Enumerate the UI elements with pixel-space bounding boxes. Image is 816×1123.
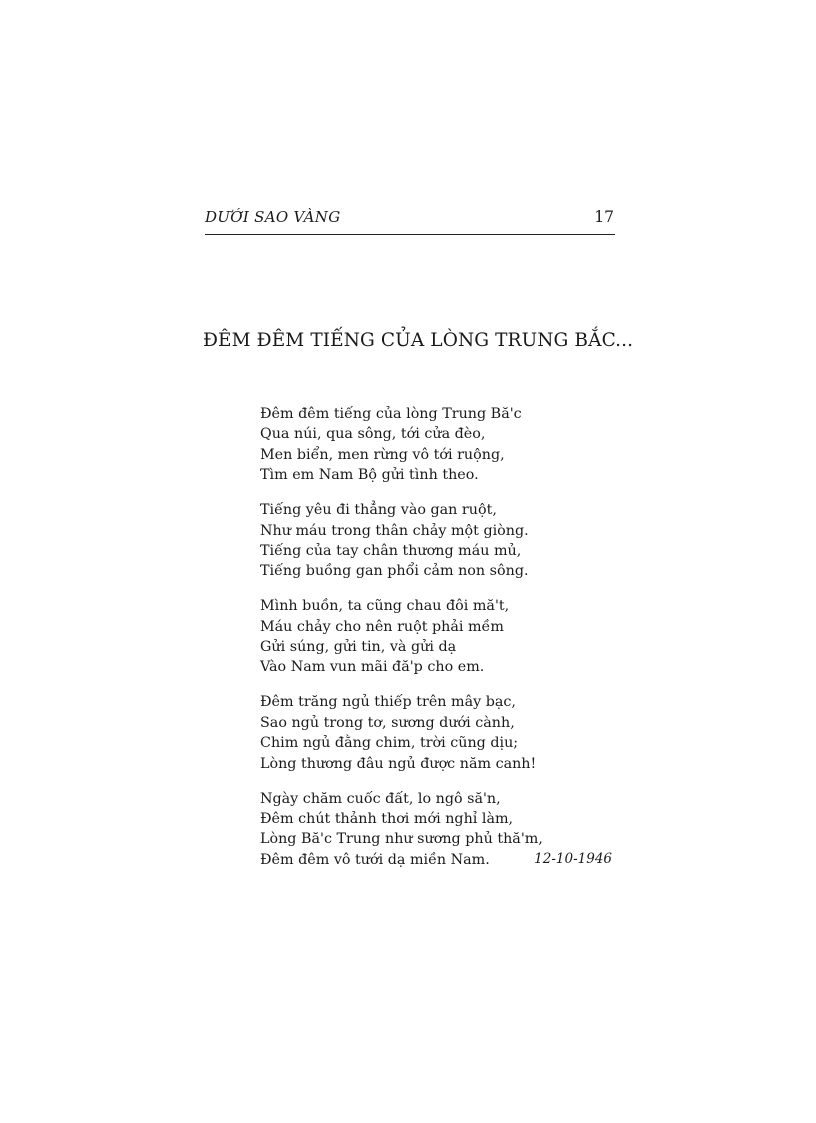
poem-line: Tiếng yêu đi thẳng vào gan ruột, (260, 502, 497, 519)
stanza (260, 404, 620, 486)
poem-line: Lòng thương đâu ngủ được năm canh! (260, 755, 537, 772)
poem-line: Mình buồn, ta cũng chau đôi mă't, (260, 598, 510, 615)
poem-body (260, 404, 620, 885)
running-title: DƯỚI SAO VÀNG (205, 208, 341, 226)
poem-line: Tìm em Nam Bộ gửi tình theo. (260, 467, 479, 484)
poem-line: Vào Nam vun mãi đă'p cho em. (260, 659, 485, 676)
poem-line: Tiếng buồng gan phổi cảm non sông. (260, 563, 529, 580)
poem-line: Sao ngủ trong tơ, sương dưới cành, (260, 714, 515, 731)
stanza (260, 692, 620, 774)
poem-line: Qua núi, qua sông, tới cửa đèo, (260, 426, 486, 443)
poem-title: ĐÊM ĐÊM TIẾNG CỦA LÒNG TRUNG BẮC... (203, 330, 634, 351)
poem-line: Men biển, men rừng vô tới ruộng, (260, 446, 505, 463)
poem-line: Đêm chút thảnh thơi mới nghỉ làm, (260, 810, 514, 827)
poem-line: Máu chảy cho nên ruột phải mềm (260, 618, 504, 635)
poem-date: 12-10-1946 (534, 851, 612, 867)
poem-line: Lòng Bă'c Trung như sương phủ thă'm, (260, 831, 543, 848)
poem-line: Như máu trong thân chảy một giòng. (260, 522, 529, 539)
poem-line: Chim ngủ đằng chim, trời cũng dịu; (260, 735, 519, 752)
page-number: 17 (594, 208, 614, 226)
stanza (260, 596, 620, 678)
poem-line: Ngày chăm cuốc đất, lo ngô să'n, (260, 790, 501, 807)
poem-line: Đêm đêm tiếng của lòng Trung Bă'c (260, 406, 522, 422)
stanza (260, 500, 620, 582)
poem-line: Tiếng của tay chân thương máu mủ, (260, 542, 522, 559)
poem-line: Gửi súng, gửi tin, và gửi dạ (260, 639, 457, 656)
poem-line: Đêm đêm vô tưới dạ miền Nam. (260, 851, 490, 868)
poem-line: Đêm trăng ngủ thiếp trên mây bạc, (260, 694, 516, 711)
running-header (205, 206, 615, 235)
